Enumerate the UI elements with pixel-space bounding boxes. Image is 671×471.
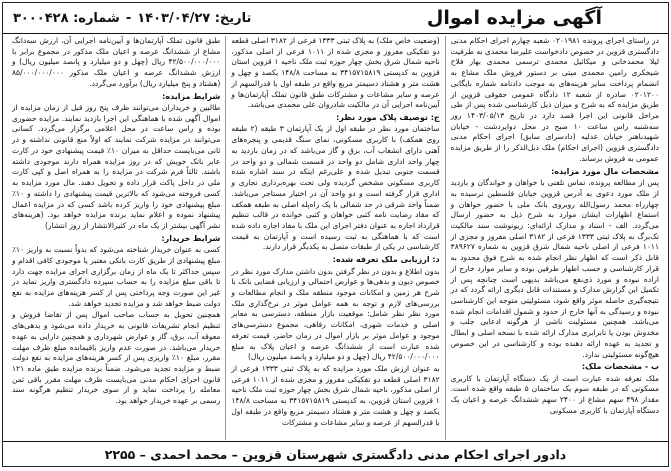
paragraph: بدون اطلاع و بدون در نظر گرفتن بدون داشتن مدارک مورد نظر در خصوص دیون و بدهی‌ها و عوارض احتمالی و ارزیابی فضایی بانک با شرح هر زمین و امکانات موجود منطقه ملک و انجام مطالعات و بررسی‌های لازم و توجه به همه عوامل موثر در نرخ‌گذاری ملک مورد نظر نظر شامل: موقعیت بازار منطقه، دسترسی به معابر اصلی و خدمات شهری، امکانات رفاهی، مجموع دسترسی‌های موجود و عوامل موثر بر بازار اموال در زمان حاضر، قیمت تعرفه شده عبارت است از ششدانگ عرصه و اعیان پلاک به مبلغ ۴۲/۵۰۰/۰۰۰/۰۰۰ ریال (چهل و دو میلیارد و پانصد میلیون ریال)	[231, 266, 440, 362]
section-heading: ج: توصیف پلاک مورد نظر:	[336, 113, 440, 123]
paragraph: همچنین تحویل به حساب صاحب اموال پس از تقاضا فروش و تنظیم انجام تشریفات قانونی به خریدار داده می‌شود و بدهی‌های معوقه آب، برق، گاز و عوارض شهرداری و همچنین دارایی به عهده خریدار می‌باشد. در صورت عدم واریز باقیمانده مبلغ ظرف مهلت مقرر، مبلغ ۱۰٪ واریزی پس از کسر هزینه‌های مزایده به نفع دولت ضبط و مزایده تجدید می‌شود. ضمناً برنده مزایده طبق ماده ۱۲۱ قانون اجرای احکام مدنی می‌بایست ظرف مهلت مقرر باقی ثمن معامله را پرداخت نماید و از سوی خریدار تنظیم هرگونه سند رسمی بر عهده خریدار خواهد بود.	[12, 310, 221, 406]
notice-number: شماره: ۳۰۰۰۴۲۸	[13, 10, 120, 26]
paragraph: پس از مطالعه پرونده، تماس تلفنی با خواهان و خواندگان و بازدید از ملک مورد دعوی به آدرس قزوین خیابان فلسطین نرسیده به چهارراه محمد رسول‌الله روبروی بانک ملی با حضور خواهان و استماع اظهارات ایشان موارد به شرح ذیل به حضور ارسال می‌گردد. الف - اسناد و مدارک ارائه‌ای: ریونوشت سند مالکیت تک‌برگ به پلاک ثبتی ۱۳۳۳ فرعی از ۳۱۸۲ اصلی مفروز و مجزی از ۱۰۱۱ فرعی از اصلی ناحیه شمال شرق قزوین به شماره ۳۸۹۶۲۷ قابل ذکر است که اظهار نظر انجام شده به شرح فوق محدود به قرار کارشناسی و حسب اظهار طرفین بوده و سایر موارد خارج از اراده نبوده و مورد ذی‌نفع می‌باشد بدیهی است چنانچه پس از تکمیل این گزارش مدارک و مستندات قابل دیگری ارائه گردد که در نتیجه‌گیری حاصله موثر واقع شود، مسئولیتی متوجه این کارشناسی نبوده و رسیدگی به آنها خارج از حدود و شمول اقدامات انجام شده می‌باشد. همچنین مسئولیت ناشی از هرگونه ادعایی جلب و مخدوش بودن یا نابرابری مدارک ارائه شده با نسخه اصلی و ابطال و تجدید به عهده ارائه دهنده بوده و کارشناسی در این خصوص هیچ‌گونه مسئولیتی ندارد.	[450, 178, 659, 359]
notice-header	[3, 3, 668, 34]
paragraph: به عنوان ارزش ملک مورد مزایده که به پلاک ثبتی ۱۳۳۳ فرعی از ۳۱۸۲ اصلی قطعه دو تفکیکی مفروز و مجزی شده از ۱۰۱۱ فرعی از اصلی مذکور، ناحیه شمال شرق بخش چهار حوزه ثبت ملک ناحیه ۱ قزوین استان قزوین، به کدپستی ۳۴۱۵۷۱۵۸۱۹ به مساحت ۱۴۸/۸ یکصد و چهل و هشت متر و هشتاد دسیمتر مربع واقع در طبقه اول با قدرالسهم از عرصه و سایر مشاعات و مشترکات	[231, 364, 440, 427]
section-heading: مشخصات مال مورد مزایده:	[551, 166, 659, 176]
paragraph: (وضعیت خاص ملک) به پلاک ثبتی ۱۳۳۳ فرعی از ۳۱۸۲ اصلی قطعه دو تفکیکی مفروز و مجزی شده از ۱۰۱۱ فرعی از اصلی مذکور، ناحیه شمال شرق بخش چهار حوزه ثبت ملک ناحیه ۱ قزوین استان قزوین به کدپستی ۳۴۱۵۷۱۵۸۱۹ به مساحت ۱۴۸/۸ یکصد و چهل و هشت متر و هشتاد دسیمتر مربع واقع در طبقه اول با قدرالسهم از عرصه و سایر مشاعات و مشترکات طبق قانون تملک آپارتمان‌ها و آیین‌نامه اجرایی آن در مالکیت شادروان علی محمدی می‌باشد.	[231, 36, 440, 110]
paragraph: ملک تعرفه شده عبارت است از یک دستگاه آپارتمان با کاربری مسکونی که در طبقه سوم یک ساختمان ۵ طبقه واقع شده است. مقدار ۴۹۸ سهم مشاع از ۲۴۰۰ سهم ششدانگ عرصه و اعیان یک دستگاه آپارتمان با کاربری مسکونی	[450, 373, 659, 415]
column-right	[446, 36, 664, 440]
paragraph: طبق قانون تملک آپارتمان‌ها و آیین‌نامه اجرایی آن، ارزش سه‌دانگ مشاع از ششدانگ عرصه و اعیان ملک مذکور در مجموع برابر با ۴۲/۵۰۰/۰۰۰/۰۰۰ ریال (چهل و دو میلیارد و پانصد میلیون ریال) و ارزش ششدانگ عرصه و اعیان ملک مذکور ۸۵/۰۰۰/۰۰۰/۰۰۰ (هشتاد و پنج میلیارد ریال) برآورد می‌گردد.	[12, 36, 221, 88]
column-left	[7, 36, 226, 440]
meta-separator: -	[125, 10, 132, 26]
section-heading: شرایط مزایده:	[162, 91, 221, 101]
paragraph: در راستای اجرای پرونده ۰۲۰۱۹۸۱ شعبه چهارم اجرای احکام مدنی دادگستری قزوین در خصوص دادخواست علیرضا محمدی به طرفیت لیلا محمدخانی و میکائیل محمدی ترسمی محمدی بهار فلاح شیخکری رامین محمدی میتی بر دستور فروش ملک مشاع به انضمام پرداخت سایر هزینه‌های به موجب دادنامه شماره بایگانی ۰۲۰۱۲۰۰ صادره از شعبه ۱۲ دادگاه عمومی حقوقی قزوین از طریق مزایده که به شرح و میزان ذیل کارشناسی شده پس از طی مراحل قانونی این اجرا قصد دارد در تاریخ ۱۴۰۳/۰۵/۱۳ روز سه‌شنبه راس ساعت ۱۰ صبح در محل دوایر‌دشت - خیابان شهیدباهنر خیابان عدلیه (دادسرای سابق) اجرای احکام مدنی دادگستری قزوین (اجرای احکام) ملک ذیل‌الذکر را از طریق مزایده عمومی به فروش برساند.	[450, 36, 660, 163]
section-heading: ب - مشخصات ملک:	[581, 362, 659, 372]
paragraph: ساختمان مورد نظر در طبقه اول از یک آپارتمان ۳ طبقه (۲ طبقه روی همکف) با کاربری مسکونی، نمای سنگ قدیمی و پنجره‌های آهنی دارای انشعاب آب، برق و گاز می‌باشد که در زمان بازدید به چهار واحد اداری شامل دو واحد در قسمت شمالی و دو واحد در قسمت جنوبی تبدیل شده و علی‌رغم اینکه در سند اشاره شده کاربری مسکونی مشخص گردیده ولی تحت بهره‌برداری تجاری و اداری قرار گرفته است و دو واحد آن در اختیار مستاجر می‌باشد. ضمناً واحد شرقی در حد شمالی با یک راه‌پله اصلی به طبقه همکف که مفاد رضایت نامه کتبی خواهان و کتبی خوانده در قالب تنظیم قرارداد اجاره به عنوان دفتر اجرای این ملک با مفاد اجاره داده شده است که با هماهنگی به ثبت رسیده است و آپارتمان به قیمت کارشناسی در یکی از طبقات متصل به یکدیگر قرار دارند.	[231, 124, 440, 252]
paragraph: کسی به عنوان خریدار شناخته می‌شود که بدواً نسبت به واریز ۱۰٪ مبلغ پیشنهادی از طریق کارت بانکی معتبر یا موجودی کافی اقدام و سپس حداکثر تا یک ماه از زمان برگزاری اجرای مزایده جهت دارد تا باقی مبلغ مزایده را به حساب سپرده دادگستری واریز نماید در غیر این صورت وجه پرداختی پس از کسر هزینه‌های مزایده به نفع دولت ضبط خواهد شد و مزایده تجدید خواهد شد.	[12, 245, 221, 308]
column-middle	[226, 36, 445, 440]
paragraph: طالبین و خریداران می‌توانند ظرف پنج روز قبل از زمان مزایده از اموال آگهی شده با هماهنگی این اجرا بازدید نمایند. مزایده حضوری بوده و راس ساعت در محل اعلامی برگزار می‌گردد. کسانی می‌توانند در مزایده شرکت نمایند که اولاً منع قانونی نداشته و در ثانی می‌بایست حداقل به میزان ۱۰٪ قیمت پیشنهادی خود در کارت عابر بانک خویش که در روز مزایده همراه دارند موجودی داشته باشند. ثالثاً فرم شرکت در مزایده را به همراه اصل و کپی کارت ملی در داخل پاکت قرار داده و تحویل دهند. مال مورد مزایده به کسی فروخته می‌شود که بالاترین قیمت پیشنهادی را داشته و ۱۰٪ مبلغ پیشنهادی خود را واریز کرده باشد کسی که در مزایده اعمال پیشنهاد نموده و اعلام نماید برنده مزایده خواهد بود. (هزینه‌های نشر آگهی بیشتر از یک ماه در کثیرالانتشار از روز انتشار)	[12, 103, 221, 230]
notice-meta	[13, 11, 251, 26]
notice-footer: دادور اجرای احکام مدنی دادگستری شهرستان قزوین – محمد احمدی – ۲۲۵۵	[3, 441, 668, 466]
notice-columns	[7, 36, 664, 440]
section-heading: د: ارزیابی ملک تعرفه شده:	[332, 255, 440, 265]
notice-title: آگهی مزایده اموال	[426, 7, 602, 29]
notice-date: تاریخ: ۱۴۰۳/۰۴/۲۷	[137, 10, 252, 26]
section-heading: شرایط خریدار:	[161, 233, 221, 243]
notice-page	[2, 2, 669, 467]
